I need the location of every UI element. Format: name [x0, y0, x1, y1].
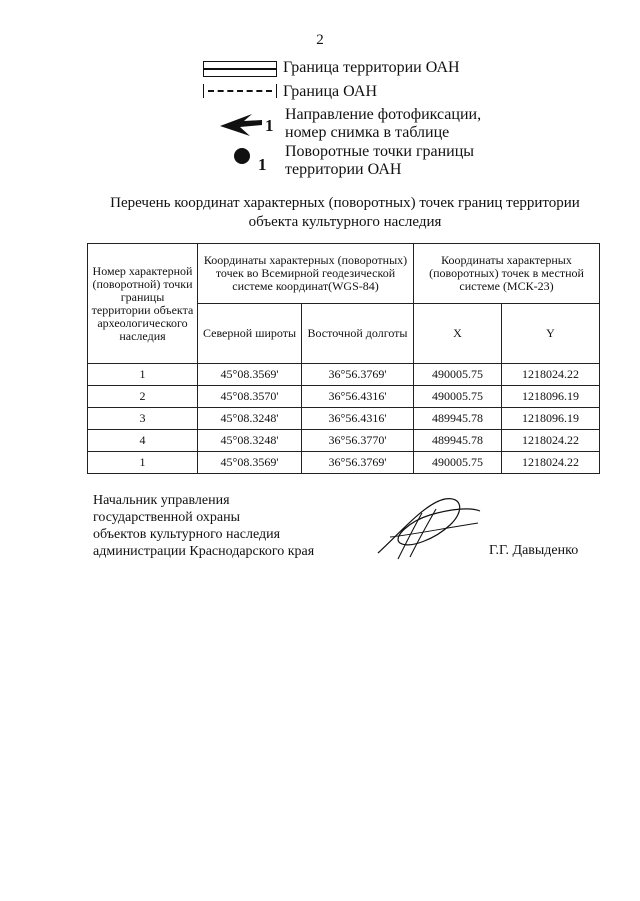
cell-point-number: 1 — [88, 364, 198, 386]
cell-longitude: 36°56.3769' — [302, 452, 414, 474]
cell-latitude: 45°08.3248' — [198, 408, 302, 430]
signer-position-line3: объектов культурного наследия — [93, 527, 281, 542]
table-row — [88, 386, 600, 408]
cell-point-number: 3 — [88, 408, 198, 430]
signature-block — [93, 492, 314, 560]
cell-y: 1218096.19 — [502, 408, 600, 430]
turning-point-dot-icon — [234, 148, 250, 164]
cell-longitude: 36°56.3769' — [302, 364, 414, 386]
page-number: 2 — [316, 32, 324, 48]
header-longitude: Восточной долготы — [302, 304, 414, 364]
cell-x: 490005.75 — [414, 364, 502, 386]
header-point-number: Номер характерной (поворотной) точки границы территории объекта археологического наследия — [88, 244, 198, 364]
cell-x: 490005.75 — [414, 386, 502, 408]
header-msk23: Координаты характерных (поворотных) точек в местной системе (МСК-23) — [414, 244, 600, 304]
cell-x: 490005.75 — [414, 452, 502, 474]
legend-photo-direction-line2: номер снимка в таблице — [285, 124, 450, 141]
handwritten-signature — [370, 493, 485, 563]
legend-oan-border-symbol — [203, 84, 277, 98]
cell-longitude: 36°56.4316' — [302, 408, 414, 430]
cell-y: 1218024.22 — [502, 364, 600, 386]
signer-position-line1: Начальник управления — [93, 493, 230, 508]
cell-y: 1218024.22 — [502, 430, 600, 452]
legend-turning-points-line2: территории ОАН — [285, 161, 402, 178]
table-row — [88, 452, 600, 474]
legend-photo-direction-label — [285, 106, 481, 142]
cell-y: 1218096.19 — [502, 386, 600, 408]
cell-y: 1218024.22 — [502, 452, 600, 474]
cell-point-number: 1 — [88, 452, 198, 474]
cell-point-number: 4 — [88, 430, 198, 452]
legend-territory-border-symbol — [203, 61, 277, 77]
table-row — [88, 364, 600, 386]
header-latitude: Северной широты — [198, 304, 302, 364]
header-wgs84: Координаты характерных (поворотных) точек во Всемирной геодезической системе координат(WGS-84) — [198, 244, 414, 304]
cell-point-number: 2 — [88, 386, 198, 408]
signer-position-line4: администрации Краснодарского края — [93, 544, 315, 559]
header-y: Y — [502, 304, 600, 364]
signer-name: Г.Г. Давыденко — [489, 543, 579, 558]
legend-photo-number: 1 — [265, 116, 274, 135]
cell-x: 489945.78 — [414, 430, 502, 452]
title-line1: Перечень координат характерных (поворотных) точек границ территории — [110, 195, 580, 211]
legend-territory-border-label: Граница территории ОАН — [283, 59, 460, 76]
signer-position-line2: государственной охраны — [93, 510, 241, 525]
cell-longitude: 36°56.4316' — [302, 386, 414, 408]
legend-turning-point-number: 1 — [258, 155, 267, 174]
cell-latitude: 45°08.3248' — [198, 430, 302, 452]
header-x: X — [414, 304, 502, 364]
legend-turning-points-label — [285, 143, 474, 179]
coordinates-table — [87, 243, 600, 474]
cell-latitude: 45°08.3570' — [198, 386, 302, 408]
legend-oan-border-label: Граница ОАН — [283, 83, 377, 100]
table-row — [88, 408, 600, 430]
legend-photo-direction-line1: Направление фотофиксации, — [285, 106, 482, 123]
cell-latitude: 45°08.3569' — [198, 364, 302, 386]
cell-longitude: 36°56.3770' — [302, 430, 414, 452]
document-title — [60, 194, 630, 232]
legend-turning-points-line1: Поворотные точки границы — [285, 143, 475, 160]
cell-latitude: 45°08.3569' — [198, 452, 302, 474]
cell-x: 489945.78 — [414, 408, 502, 430]
table-row — [88, 430, 600, 452]
title-line2: объекта культурного наследия — [248, 214, 442, 230]
photo-direction-arrow-icon — [218, 110, 264, 138]
